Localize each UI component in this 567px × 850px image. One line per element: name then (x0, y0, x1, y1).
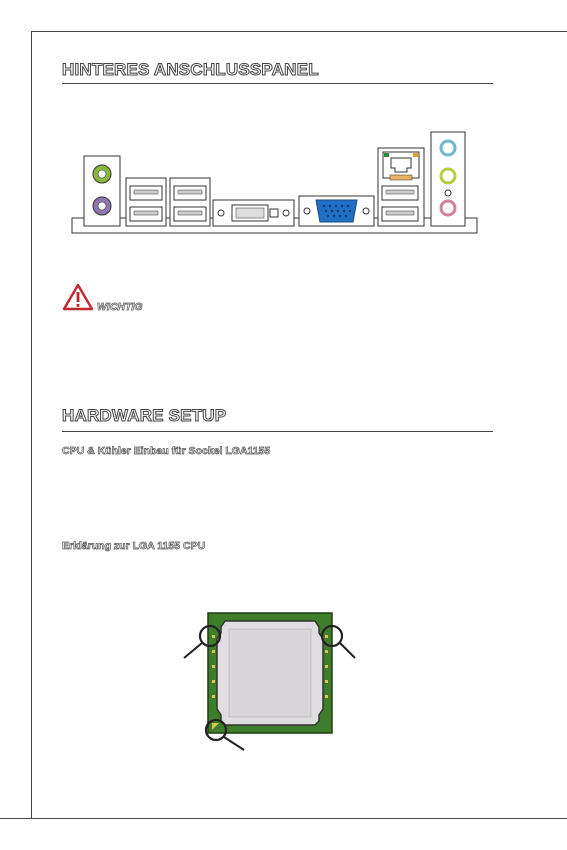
back-panel-diagram (70, 128, 480, 236)
section-title-hardware-setup: HARDWARE SETUP (62, 406, 227, 425)
subheading-lga1155-explanation: Erklärung zur LGA 1155 CPU (62, 540, 206, 552)
cpu-diagram (175, 605, 375, 755)
warning-triangle-icon (62, 283, 94, 311)
ps2-ports (84, 156, 120, 226)
audio-line-out-jack (441, 169, 455, 183)
audio-line-in-jack (441, 141, 455, 155)
section-rule (62, 431, 493, 432)
page-left-rule (31, 31, 32, 819)
audio-mic-jack (441, 201, 455, 215)
dvi-port (213, 200, 294, 226)
section-title-back-panel: HINTERES ANSCHLUSSPANEL (62, 60, 319, 79)
warning-label: WICHTIG (97, 301, 143, 313)
section-rule (62, 83, 493, 84)
page-bottom-rule (0, 818, 567, 819)
audio-jacks (431, 132, 465, 226)
usb-ports-1 (126, 178, 166, 226)
page-top-rule (31, 31, 567, 32)
vga-port (299, 196, 374, 226)
usb-ports-2 (170, 178, 210, 226)
lan-usb-ports (378, 148, 424, 226)
subheading-cpu-cooler: CPU & Kühler Einbau für Sockel LGA1155 (62, 445, 271, 457)
warning-notice (62, 283, 262, 313)
